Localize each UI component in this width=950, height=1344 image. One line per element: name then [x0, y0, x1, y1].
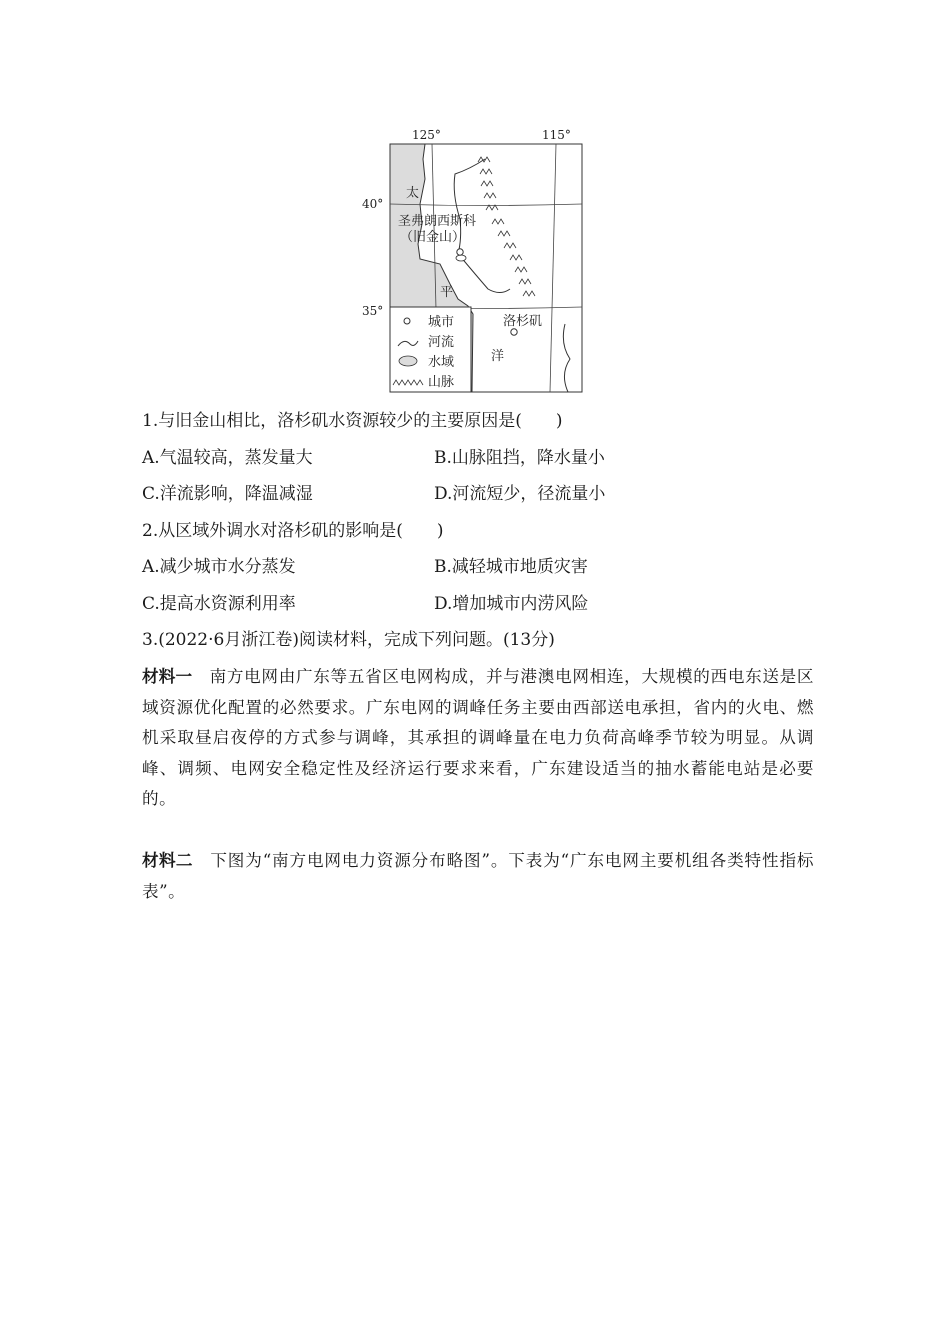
- ocean-char-2: 平: [440, 285, 454, 300]
- california-map: [360, 124, 590, 396]
- water-icon: [399, 356, 417, 366]
- legend-label-river: 河流: [428, 335, 455, 350]
- q2-stem: 2.从区域外调水对洛杉矶的影响是( ): [142, 521, 444, 541]
- lon-label-125: 125°: [412, 128, 441, 142]
- map-figure: [360, 124, 590, 396]
- q1-option-c: C.洋流影响，降温减湿: [142, 484, 313, 504]
- q1-option-d: D.河流短少，径流量小: [434, 484, 606, 504]
- bay-water: [456, 255, 466, 261]
- lat-label-35: 35°: [362, 304, 384, 318]
- q1-option-b: B.山脉阻挡，降水量小: [434, 448, 605, 468]
- legend-label-mountain: 山脉: [428, 375, 455, 390]
- legend-label-city: 城市: [428, 315, 455, 330]
- q2-option-c: C.提高水资源利用率: [142, 594, 296, 614]
- material-one-label: 材料一: [142, 667, 193, 686]
- lat-label-40: 40°: [362, 197, 384, 211]
- city-sf-alt-label: （旧金山）: [400, 230, 466, 245]
- city-icon: [404, 318, 410, 324]
- meridian-115: [550, 144, 556, 392]
- legend-label-water: 水域: [428, 355, 455, 370]
- ocean-char-3: 洋: [491, 349, 505, 364]
- river-colorado: [563, 324, 570, 392]
- q1-stem: 1.与旧金山相比，洛杉矶水资源较少的主要原因是( ): [142, 411, 563, 431]
- city-la-label: 洛杉矶: [503, 314, 543, 329]
- city-sf-label: 圣弗朗西斯科: [398, 214, 477, 229]
- material-two-label: 材料二: [142, 851, 193, 870]
- q3-stem: 3.(2022·6月浙江卷)阅读材料，完成下列问题。(13分): [142, 630, 555, 650]
- material-one-text: 南方电网由广东等五省区电网构成，并与港澳电网相连，大规模的西电东送是区域资源优化配置的必然要求。广东电网的调峰任务主要由西部送电承担，省内的火电、燃机采取昼启夜停的方式参与调峰，其承担的调峰量在电力负荷高峰季节较为明显。从调峰、调频、电网安全稳定性及经济运行要求来看，广东建设适当的抽水蓄能电站是必要的。: [142, 667, 815, 809]
- material-two: [142, 846, 814, 907]
- material-one: [142, 662, 814, 815]
- lon-label-115: 115°: [542, 128, 571, 142]
- q2-option-a: A.减少城市水分蒸发: [142, 557, 296, 577]
- material-two-text: 下图为“南方电网电力资源分布略图”。下表为“广东电网主要机组各类特性指标表”。: [142, 851, 815, 901]
- city-sf-marker: [457, 249, 463, 255]
- mountain-range: [478, 157, 535, 296]
- river-san-joaquin: [460, 256, 510, 293]
- city-la-marker: [511, 329, 517, 335]
- ocean-char-1: 太: [406, 186, 420, 201]
- map-legend: [390, 307, 471, 392]
- q1-option-a: A.气温较高，蒸发量大: [142, 448, 313, 468]
- q2-option-b: B.减轻城市地质灾害: [434, 557, 588, 577]
- q2-option-d: D.增加城市内涝风险: [434, 594, 589, 614]
